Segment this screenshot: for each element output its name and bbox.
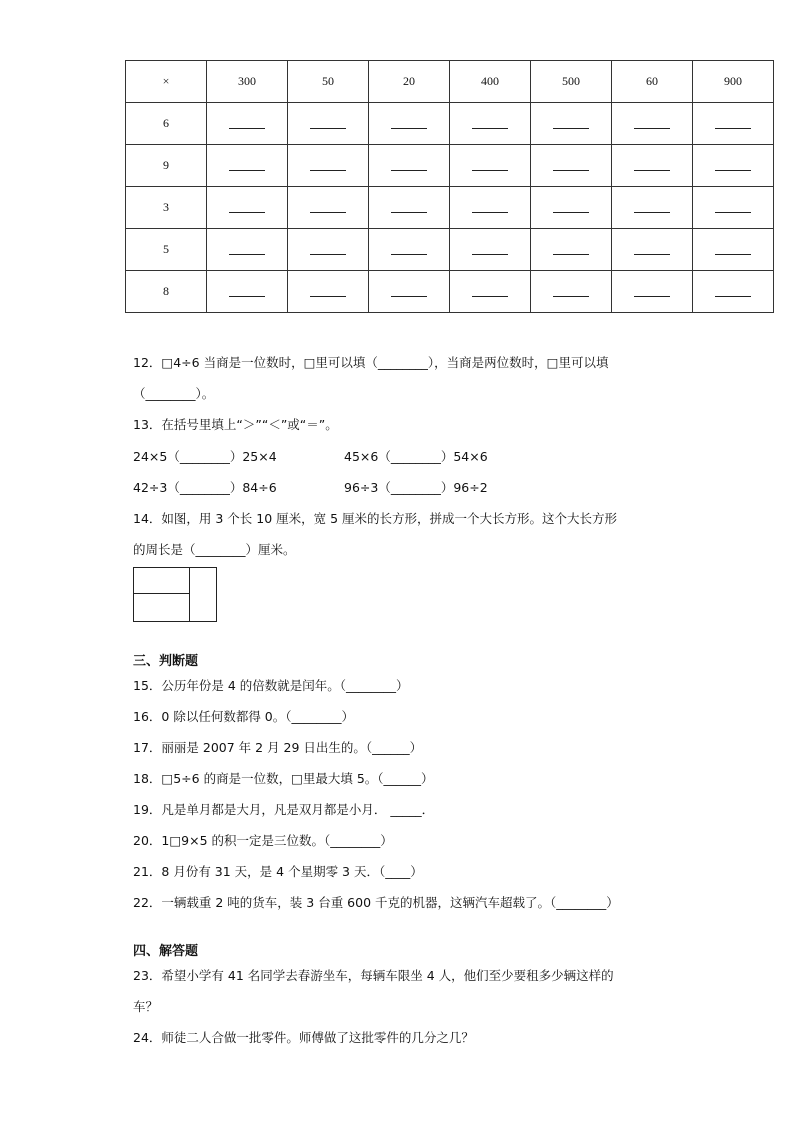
answer-blank[interactable] (715, 240, 751, 255)
header-cell: 500 (531, 61, 612, 103)
header-cell: 300 (207, 61, 288, 103)
compare-item-2: 45×6（________）54×6 (344, 449, 488, 464)
answer-blank[interactable] (391, 114, 427, 129)
table-row (126, 103, 774, 145)
answer-blank[interactable] (310, 114, 346, 129)
answer-blank[interactable] (553, 114, 589, 129)
answer-blank[interactable] (715, 114, 751, 129)
question-16: 16．0 除以任何数都得 0。（________） (133, 709, 355, 724)
answer-cell[interactable] (612, 145, 693, 187)
answer-cell[interactable] (207, 187, 288, 229)
question-13: 13．在括号里填上“＞”“＜”或“＝”。 (133, 417, 338, 432)
answer-blank[interactable] (553, 282, 589, 297)
answer-cell[interactable] (207, 103, 288, 145)
answer-cell[interactable] (612, 271, 693, 313)
answer-blank[interactable] (310, 198, 346, 213)
answer-cell[interactable] (288, 103, 369, 145)
table-row (126, 187, 774, 229)
question-17: 17．丽丽是 2007 年 2 月 29 日出生的。（______） (133, 740, 423, 755)
answer-blank[interactable] (472, 282, 508, 297)
answer-cell[interactable] (693, 103, 774, 145)
table-row (126, 271, 774, 313)
question-22: 22．一辆载重 2 吨的货车，装 3 台重 600 千克的机器，这辆汽车超载了。（________） (133, 895, 619, 910)
question-21: 21．8 月份有 31 天，是 4 个星期零 3 天．（____） (133, 864, 423, 879)
answer-cell[interactable] (450, 187, 531, 229)
row-header-cell: 3 (126, 187, 207, 229)
answer-cell[interactable] (450, 103, 531, 145)
answer-blank[interactable] (391, 156, 427, 171)
answer-cell[interactable] (288, 229, 369, 271)
answer-cell[interactable] (693, 271, 774, 313)
answer-cell[interactable] (369, 187, 450, 229)
answer-blank[interactable] (553, 156, 589, 171)
answer-blank[interactable] (634, 156, 670, 171)
answer-blank[interactable] (634, 198, 670, 213)
answer-cell[interactable] (612, 187, 693, 229)
answer-blank[interactable] (310, 240, 346, 255)
answer-cell[interactable] (612, 103, 693, 145)
answer-blank[interactable] (715, 198, 751, 213)
answer-cell[interactable] (288, 145, 369, 187)
answer-cell[interactable] (369, 145, 450, 187)
table-row (126, 229, 774, 271)
row-header-cell: 6 (126, 103, 207, 145)
answer-cell[interactable] (531, 187, 612, 229)
compare-item-4: 96÷3（________）96÷2 (344, 480, 488, 495)
question-18: 18．□5÷6 的商是一位数，□里最大填 5。（______） (133, 771, 434, 786)
header-cell: 50 (288, 61, 369, 103)
table-header-row (126, 61, 774, 103)
answer-cell[interactable] (450, 145, 531, 187)
answer-cell[interactable] (288, 187, 369, 229)
answer-cell[interactable] (693, 229, 774, 271)
answer-cell[interactable] (612, 229, 693, 271)
answer-cell[interactable] (450, 271, 531, 313)
answer-cell[interactable] (693, 145, 774, 187)
answer-blank[interactable] (553, 198, 589, 213)
answer-blank[interactable] (229, 282, 265, 297)
answer-cell[interactable] (207, 145, 288, 187)
question-23-line1: 23．希望小学有 41 名同学去春游坐车，每辆车限坐 4 人，他们至少要租多少辆这样的 (133, 968, 614, 983)
answer-cell[interactable] (288, 271, 369, 313)
answer-blank[interactable] (391, 282, 427, 297)
section-4-heading: 四、解答题 (133, 944, 199, 959)
answer-blank[interactable] (229, 114, 265, 129)
multiplication-table (125, 60, 774, 313)
answer-blank[interactable] (472, 198, 508, 213)
answer-blank[interactable] (229, 198, 265, 213)
answer-blank[interactable] (634, 114, 670, 129)
answer-blank[interactable] (310, 156, 346, 171)
answer-cell[interactable] (531, 229, 612, 271)
question-15: 15．公历年份是 4 的倍数就是闰年。（________） (133, 678, 409, 693)
question-14-line1: 14．如图，用 3 个长 10 厘米，宽 5 厘米的长方形，拼成一个大长方形。这个大长方形 (133, 511, 618, 526)
compare-item-1: 24×5（________）25×4 (133, 449, 277, 464)
answer-cell[interactable] (207, 229, 288, 271)
answer-cell[interactable] (531, 103, 612, 145)
section-3-heading: 三、判断题 (133, 654, 199, 669)
answer-blank[interactable] (310, 282, 346, 297)
answer-cell[interactable] (693, 187, 774, 229)
answer-blank[interactable] (472, 114, 508, 129)
question-20: 20．1□9×5 的积一定是三位数。（________） (133, 833, 393, 848)
answer-blank[interactable] (472, 240, 508, 255)
row-header-cell: 8 (126, 271, 207, 313)
answer-blank[interactable] (229, 240, 265, 255)
header-cell: 900 (693, 61, 774, 103)
question-19: 19．凡是单月都是大月，凡是双月都是小月． _____． (133, 802, 435, 817)
question-24: 24．师徒二人合做一批零件。师傅做了这批零件的几分之几？ (133, 1030, 474, 1045)
question-23-line2: 车？ (133, 999, 159, 1014)
header-cell: × (126, 61, 207, 103)
question-12-line1: 12．□4÷6 当商是一位数时，□里可以填（________），当商是两位数时，□里可以填 (133, 355, 609, 370)
answer-blank[interactable] (229, 156, 265, 171)
answer-cell[interactable] (531, 145, 612, 187)
answer-blank[interactable] (715, 282, 751, 297)
answer-cell[interactable] (369, 229, 450, 271)
answer-blank[interactable] (391, 198, 427, 213)
answer-blank[interactable] (634, 282, 670, 297)
rectangle-figure (133, 567, 217, 622)
header-cell: 60 (612, 61, 693, 103)
compare-item-3: 42÷3（________）84÷6 (133, 480, 277, 495)
answer-blank[interactable] (391, 240, 427, 255)
row-header-cell: 9 (126, 145, 207, 187)
table-row (126, 145, 774, 187)
answer-blank[interactable] (472, 156, 508, 171)
answer-blank[interactable] (715, 156, 751, 171)
answer-cell[interactable] (207, 271, 288, 313)
row-header-cell: 5 (126, 229, 207, 271)
header-cell: 400 (450, 61, 531, 103)
answer-cell[interactable] (531, 271, 612, 313)
answer-cell[interactable] (369, 103, 450, 145)
header-cell: 20 (369, 61, 450, 103)
answer-blank[interactable] (634, 240, 670, 255)
question-14-line2: 的周长是（________）厘米。 (133, 542, 296, 557)
answer-blank[interactable] (553, 240, 589, 255)
answer-cell[interactable] (369, 271, 450, 313)
figure-divider-vertical (189, 568, 190, 621)
question-12-line2: （________）。 (133, 386, 215, 401)
figure-divider-horizontal (134, 593, 190, 594)
answer-cell[interactable] (450, 229, 531, 271)
